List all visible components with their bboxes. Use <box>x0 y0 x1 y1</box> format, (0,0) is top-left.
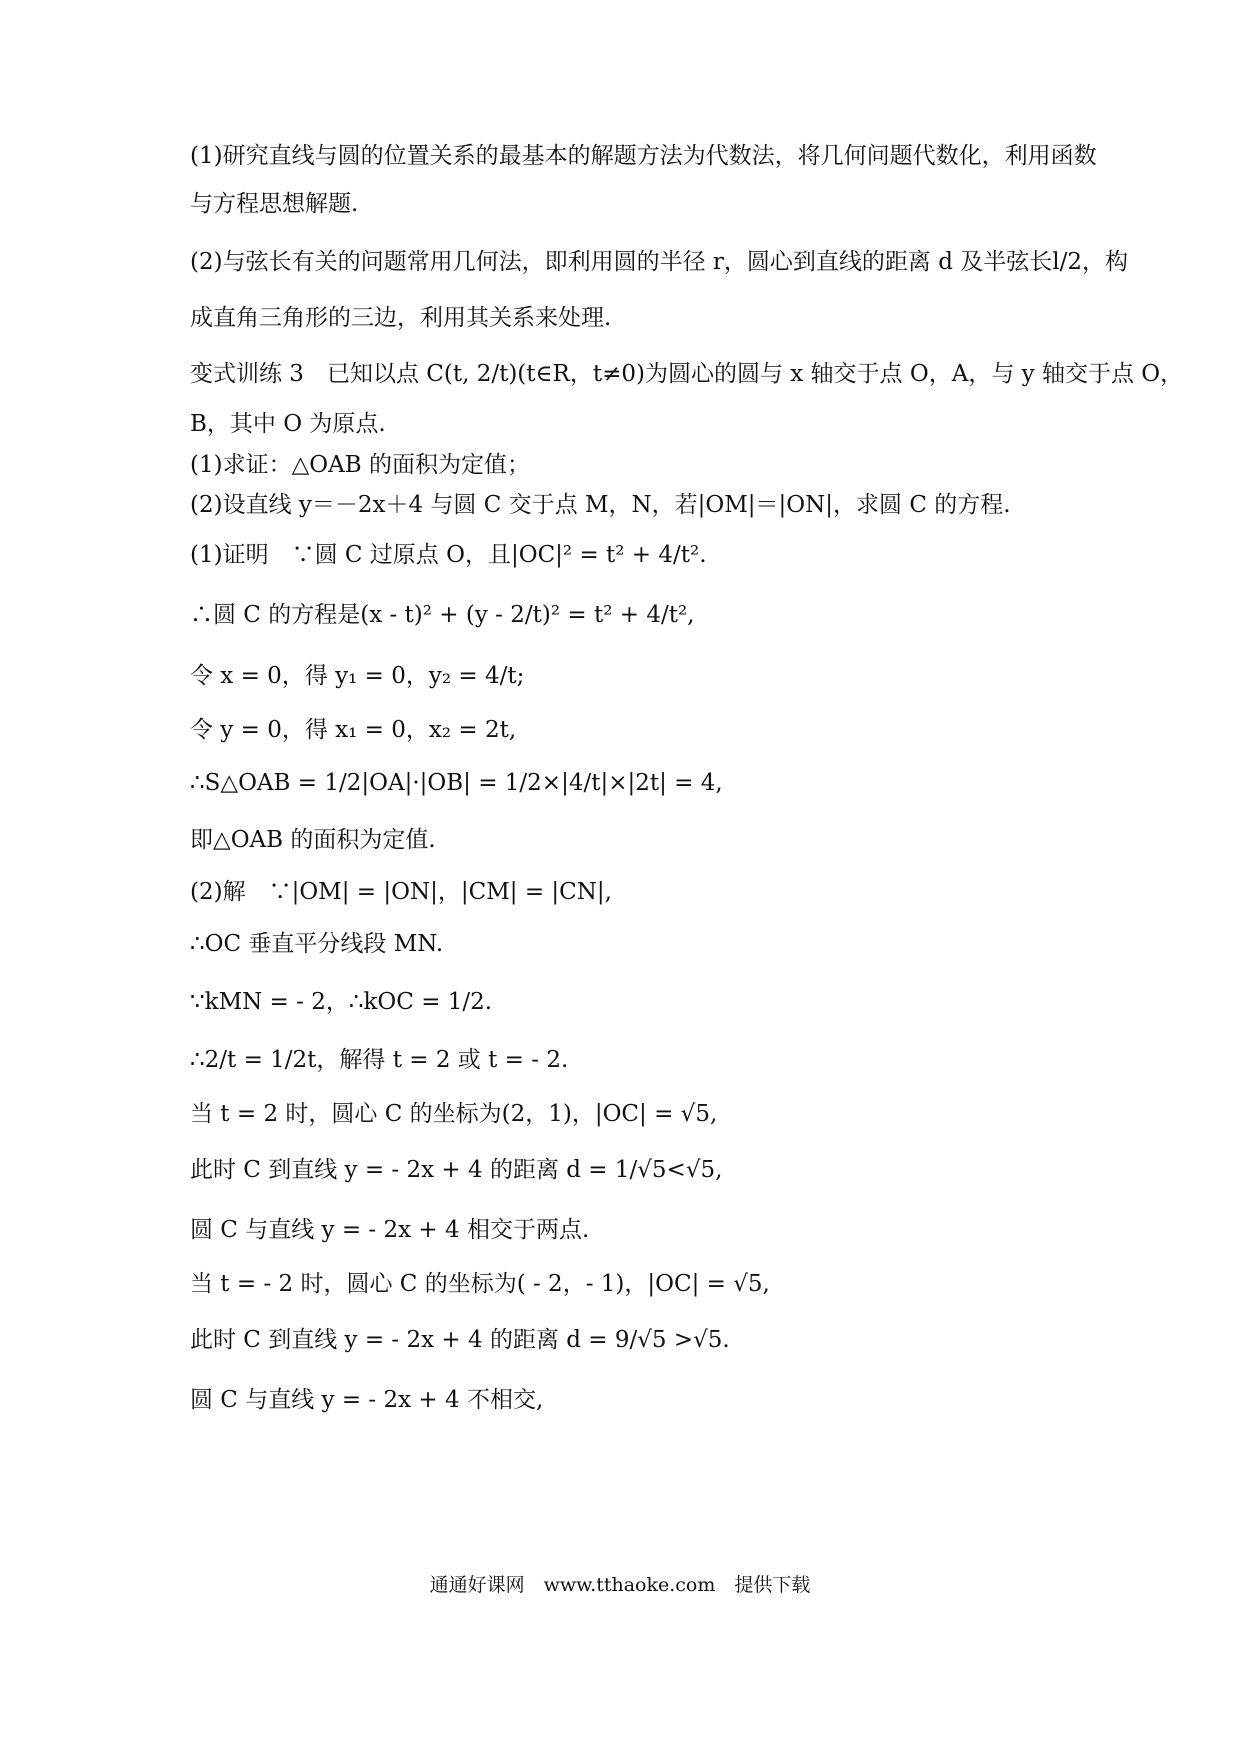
text-line <box>190 928 1070 960</box>
text-line-content: (1)证明 ∵圆 C 过原点 O，且|OC|² = t² + 4/t². <box>190 542 707 568</box>
text-line-content: ∴OC 垂直平分线段 MN. <box>190 931 444 957</box>
text-line <box>190 1154 1070 1186</box>
text-line <box>190 824 1070 856</box>
text-line-content: (1)研究直线与圆的位置关系的最基本的解题方法为代数法，将几何问题代数化，利用函数 <box>190 143 1097 169</box>
text-line-content: 即△OAB 的面积为定值. <box>190 827 436 853</box>
text-line <box>190 489 1070 521</box>
text-line <box>190 714 1070 746</box>
text-line <box>190 1268 1070 1300</box>
text-line-content: 成直角三角形的三边，利用其关系来处理. <box>190 305 612 331</box>
text-line-content: B，其中 O 为原点. <box>190 411 386 437</box>
text-line <box>190 1098 1070 1130</box>
text-line-content: 此时 C 到直线 y = - 2x + 4 的距离 d = 9/√5 >√5. <box>190 1327 730 1353</box>
text-line <box>190 767 1070 799</box>
text-line <box>190 876 1070 908</box>
text-line-content: 令 y = 0，得 x₁ = 0，x₂ = 2t, <box>190 717 517 743</box>
text-line <box>190 358 1184 390</box>
text-line-content: 圆 C 与直线 y = - 2x + 4 不相交, <box>190 1387 544 1413</box>
text-line-content: ∴S△OAB = 1/2|OA|·|OB| = 1/2×|4/t|×|2t| = 4, <box>190 770 723 796</box>
text-line <box>190 1044 1070 1076</box>
text-line-content: 当 t = 2 时，圆心 C 的坐标为(2，1)，|OC| = √5, <box>190 1101 718 1127</box>
text-line <box>190 599 1070 631</box>
text-line-content: 变式训练 3 已知以点 C(t, 2/t)(t∈R，t≠0)为圆心的圆与 x 轴交于点 O，A，与 y 轴交于点 O， <box>190 361 1184 387</box>
text-line <box>190 986 1070 1018</box>
text-line-content: (2)与弦长有关的问题常用几何法，即利用圆的半径 r，圆心到直线的距离 d 及半弦长l/2，构 <box>190 249 1128 275</box>
text-line <box>190 246 1128 278</box>
text-line <box>190 660 1070 692</box>
text-line <box>190 449 1070 481</box>
text-line-content: ∴圆 C 的方程是(x - t)² + (y - 2/t)² = t² + 4/t², <box>190 602 695 628</box>
text-line-content: 此时 C 到直线 y = - 2x + 4 的距离 d = 1/√5<√5, <box>190 1157 723 1183</box>
text-line <box>190 408 1070 440</box>
text-line-content: 当 t = - 2 时，圆心 C 的坐标为( - 2，- 1)，|OC| = √5, <box>190 1271 770 1297</box>
text-line <box>190 1384 1070 1416</box>
text-line <box>190 1214 1070 1246</box>
text-line-content: (2)设直线 y＝－2x＋4 与圆 C 交于点 M，N，若|OM|＝|ON|，求圆 C 的方程. <box>190 492 1011 518</box>
text-line-content: ∵kMN = - 2，∴kOC = 1/2. <box>190 989 493 1015</box>
text-line-content: 令 x = 0，得 y₁ = 0，y₂ = 4/t; <box>190 663 525 689</box>
text-line <box>190 539 1070 571</box>
page-footer: 通通好课网 www.tthaoke.com 提供下载 <box>429 1574 811 1596</box>
text-line <box>190 140 1097 172</box>
text-line <box>190 188 1070 220</box>
text-line <box>190 302 1070 334</box>
text-line-content: (2)解 ∵|OM| = |ON|，|CM| = |CN|, <box>190 879 612 905</box>
text-line-content: 与方程思想解题. <box>190 191 359 217</box>
text-line-content: (1)求证：△OAB 的面积为定值； <box>190 452 530 478</box>
text-line-content: ∴2/t = 1/2t，解得 t = 2 或 t = - 2. <box>190 1047 569 1073</box>
text-line-content: 圆 C 与直线 y = - 2x + 4 相交于两点. <box>190 1217 590 1243</box>
text-line <box>190 1324 1070 1356</box>
